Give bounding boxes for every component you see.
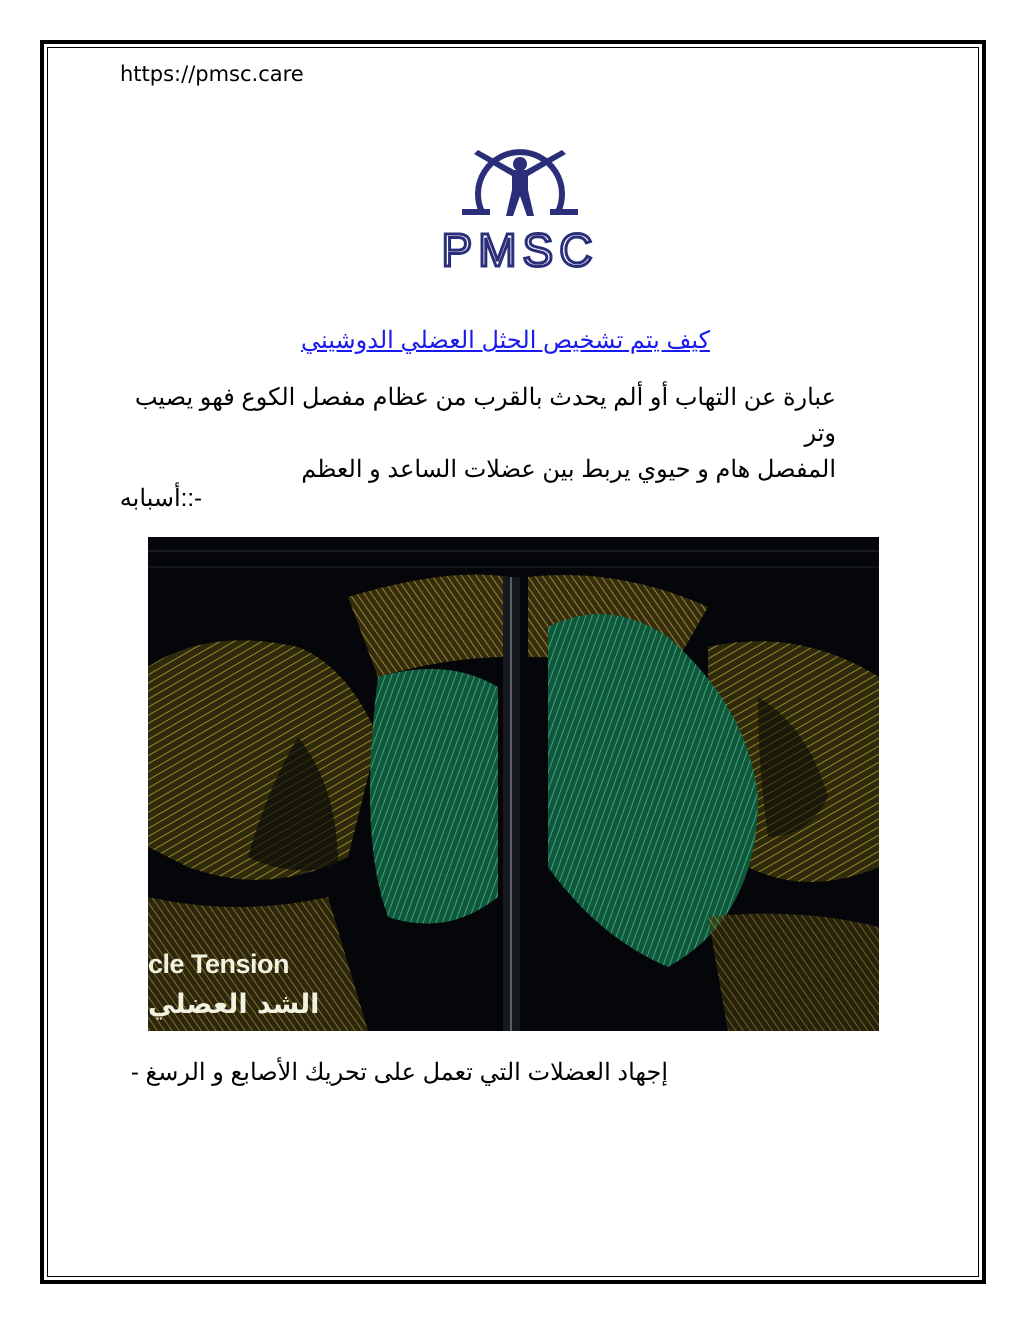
intro-line-1: عبارة عن التهاب أو ألم يحدث بالقرب من عظام مفصل الكوع فهو يصيب وتر bbox=[134, 384, 836, 447]
intro-line-2: المفصل هام و حيوي يربط بين عضلات الساعد و العظم bbox=[301, 456, 836, 483]
article-title-link[interactable]: كيف يتم تشخيص الحثل العضلي الدوشيني bbox=[301, 327, 710, 354]
logo-text: PMSC bbox=[441, 224, 599, 276]
muscle-anatomy-image bbox=[148, 537, 879, 1031]
causes-heading: -::أسبابه bbox=[119, 485, 202, 512]
intro-paragraph bbox=[110, 380, 836, 488]
pmsc-logo bbox=[414, 140, 626, 276]
image-caption-arabic: الشد العضلي bbox=[148, 989, 320, 1020]
vitruvian-figure-icon bbox=[414, 140, 626, 276]
cause-item-1: إجهاد العضلات التي تعمل على تحريك الأصابع و الرسغ - bbox=[130, 1059, 668, 1086]
source-url: https://pmsc.care bbox=[120, 62, 304, 86]
image-caption-english: cle Tension bbox=[148, 949, 290, 979]
